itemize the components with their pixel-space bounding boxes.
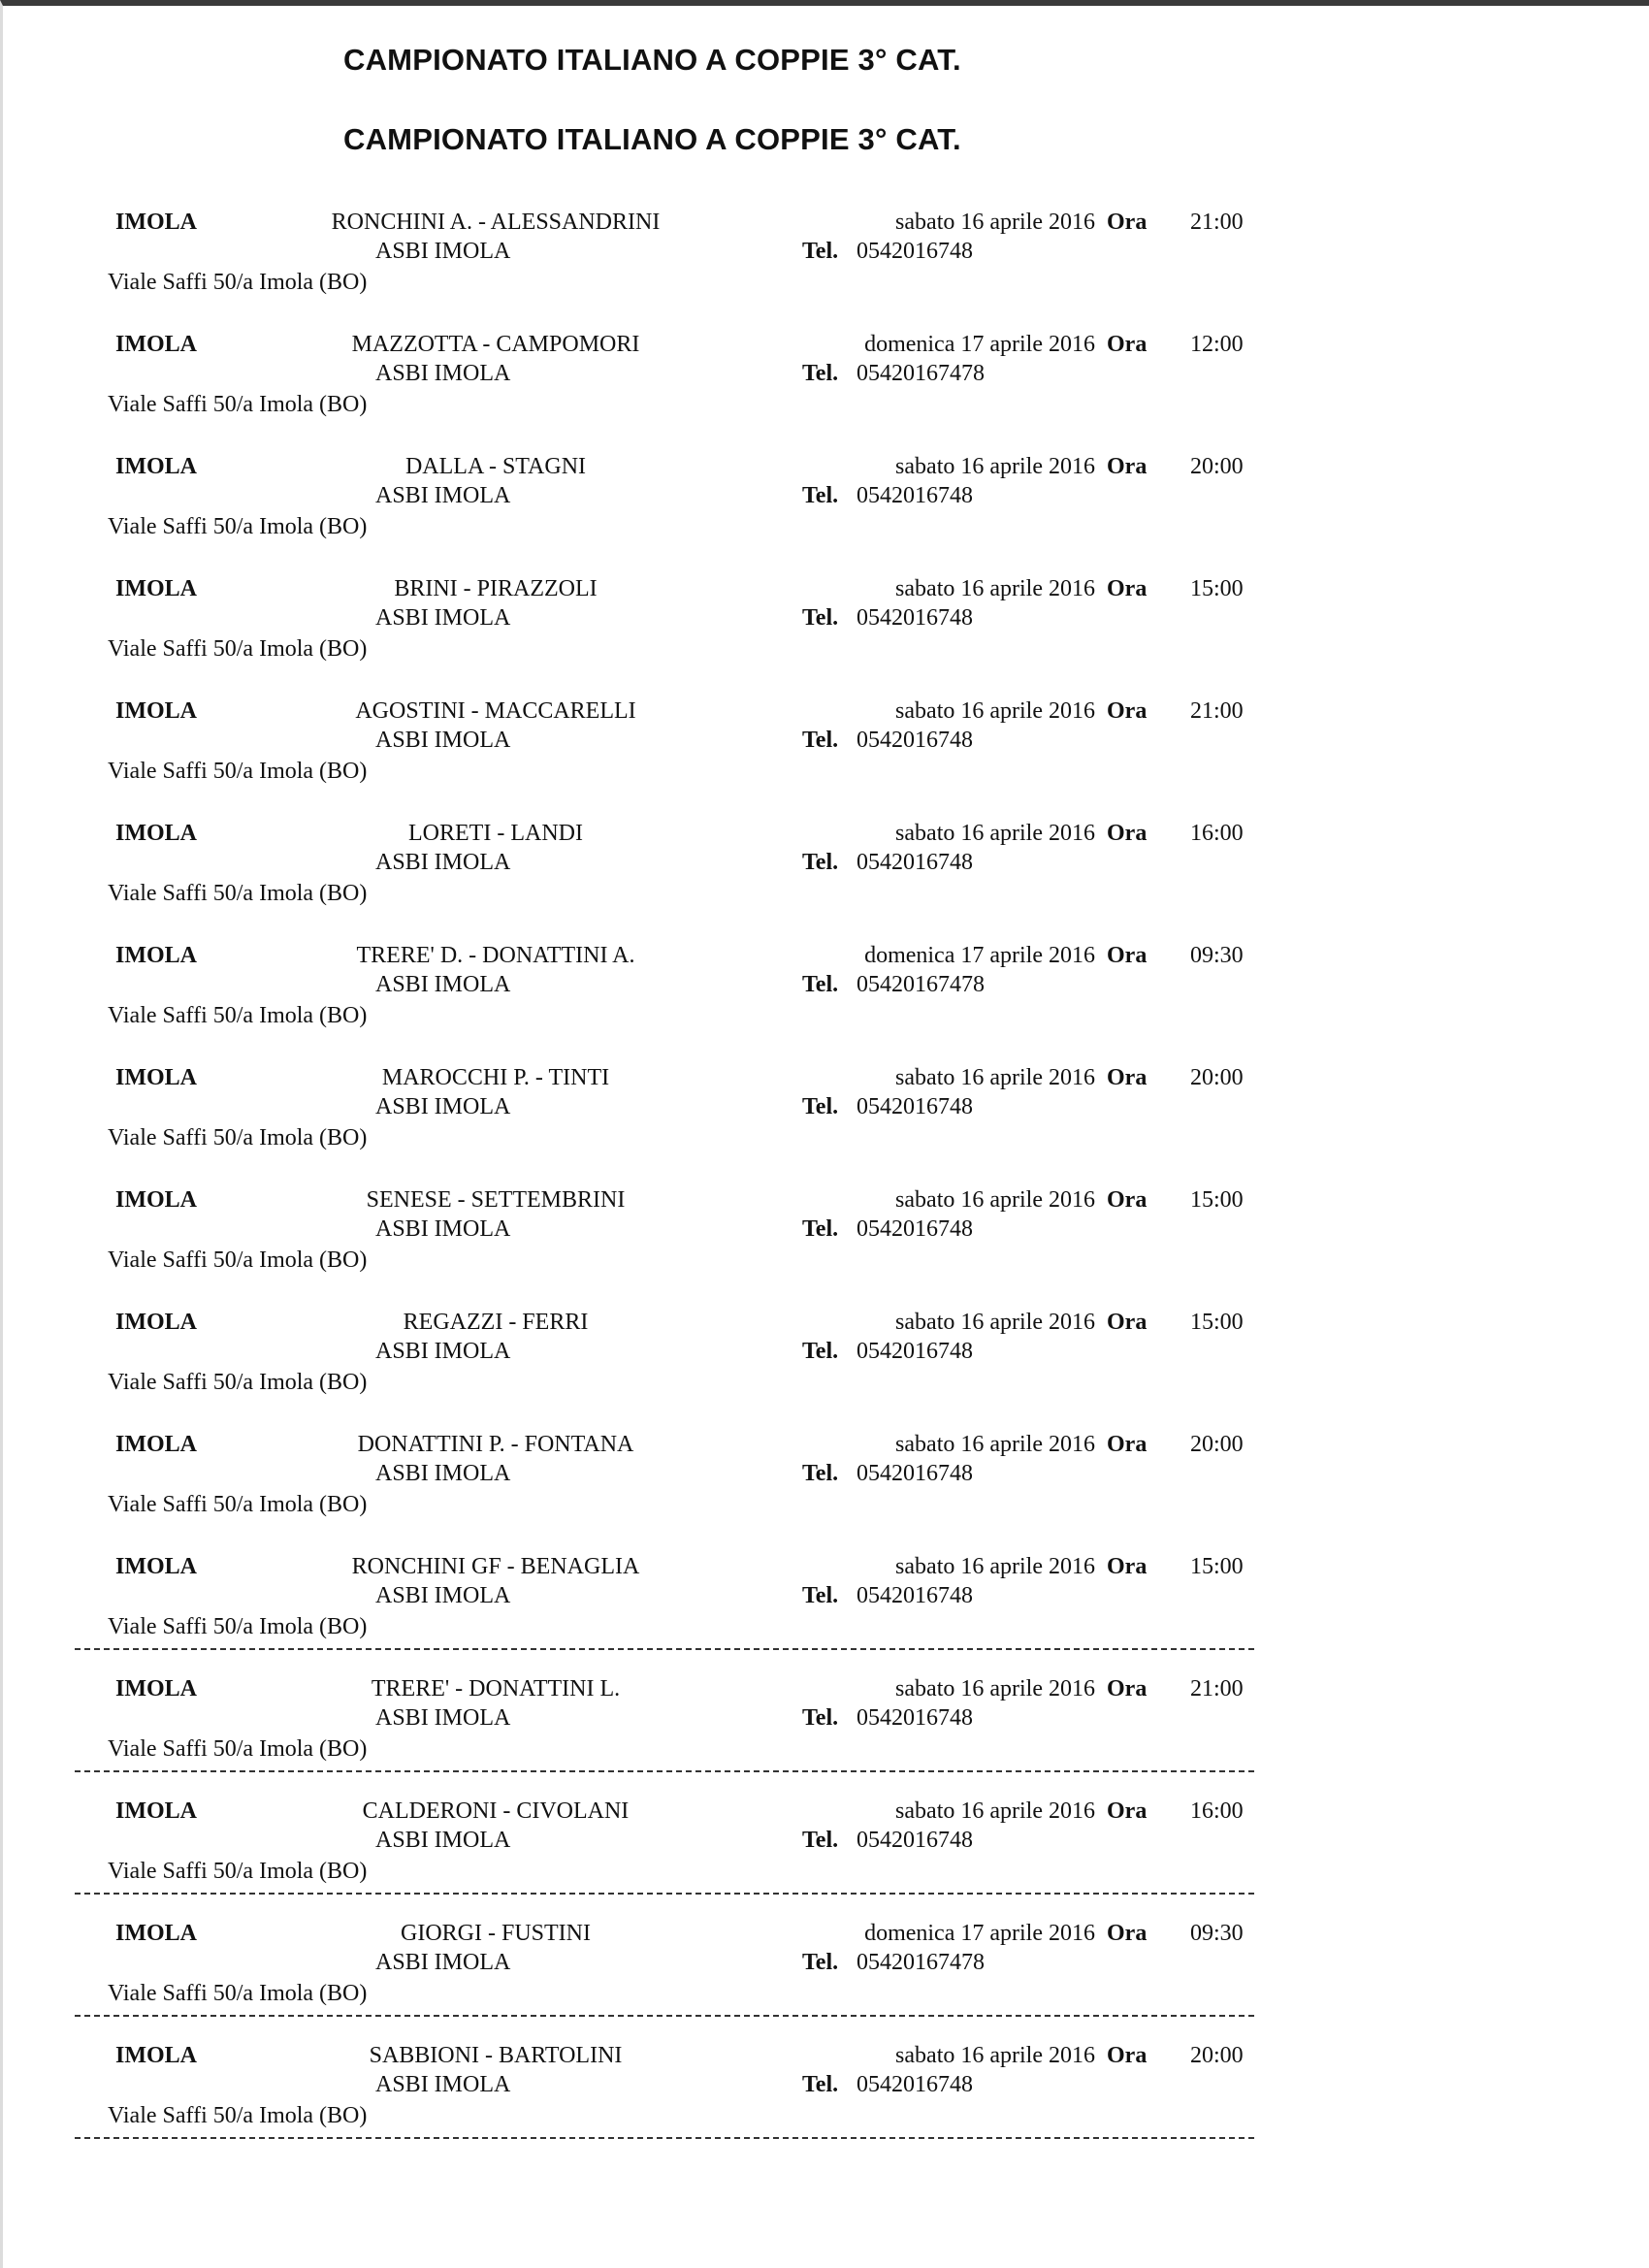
match-entry xyxy=(3,330,1649,452)
club-name: ASBI IMOLA xyxy=(375,361,511,386)
match-entry xyxy=(3,1308,1649,1430)
venue-address: Viale Saffi 50/a Imola (BO) xyxy=(108,1492,368,1517)
ora-label: Ora xyxy=(1107,454,1148,479)
tel-label: Tel. xyxy=(802,850,839,875)
match-date: domenica 17 aprile 2016 xyxy=(864,332,1095,357)
tel-label: Tel. xyxy=(802,1094,839,1119)
match-entry xyxy=(3,1063,1649,1185)
match-entry xyxy=(3,1674,1649,1797)
match-time: 21:00 xyxy=(1190,1676,1244,1701)
match-date: domenica 17 aprile 2016 xyxy=(864,943,1095,968)
tel-label: Tel. xyxy=(802,1216,839,1242)
match-time: 21:00 xyxy=(1190,698,1244,724)
pair-names: AGOSTINI - MACCARELLI xyxy=(355,698,636,724)
tel-label: Tel. xyxy=(802,239,839,264)
match-entry xyxy=(3,1919,1649,2041)
dashed-divider xyxy=(75,1770,1254,1772)
match-time: 15:00 xyxy=(1190,1554,1244,1579)
phone-number: 0542016748 xyxy=(857,239,973,264)
match-entry xyxy=(3,2041,1649,2163)
phone-number: 0542016748 xyxy=(857,728,973,753)
ora-label: Ora xyxy=(1107,1310,1148,1335)
club-name: ASBI IMOLA xyxy=(375,1828,511,1853)
ora-label: Ora xyxy=(1107,1554,1148,1579)
city-label: IMOLA xyxy=(115,821,197,846)
ora-label: Ora xyxy=(1107,210,1148,235)
tel-label: Tel. xyxy=(802,605,839,631)
match-date: sabato 16 aprile 2016 xyxy=(895,1310,1095,1335)
venue-address: Viale Saffi 50/a Imola (BO) xyxy=(108,1981,368,2006)
club-name: ASBI IMOLA xyxy=(375,850,511,875)
pair-names: CALDERONI - CIVOLANI xyxy=(362,1798,630,1824)
phone-number: 0542016748 xyxy=(857,483,973,508)
city-label: IMOLA xyxy=(115,1310,197,1335)
tel-label: Tel. xyxy=(802,1583,839,1608)
ora-label: Ora xyxy=(1107,1065,1148,1090)
club-name: ASBI IMOLA xyxy=(375,972,511,997)
ora-label: Ora xyxy=(1107,943,1148,968)
tel-label: Tel. xyxy=(802,1339,839,1364)
club-name: ASBI IMOLA xyxy=(375,483,511,508)
tel-label: Tel. xyxy=(802,1950,839,1975)
match-date: sabato 16 aprile 2016 xyxy=(895,1065,1095,1090)
match-time: 12:00 xyxy=(1190,332,1244,357)
match-date: sabato 16 aprile 2016 xyxy=(895,821,1095,846)
city-label: IMOLA xyxy=(115,210,197,235)
pair-names: BRINI - PIRAZZOLI xyxy=(394,576,598,601)
dashed-divider xyxy=(75,2015,1254,2017)
ora-label: Ora xyxy=(1107,1921,1148,1946)
ora-label: Ora xyxy=(1107,698,1148,724)
club-name: ASBI IMOLA xyxy=(375,1583,511,1608)
tel-label: Tel. xyxy=(802,1705,839,1731)
match-time: 16:00 xyxy=(1190,821,1244,846)
city-label: IMOLA xyxy=(115,1065,197,1090)
match-time: 15:00 xyxy=(1190,1310,1244,1335)
match-date: domenica 17 aprile 2016 xyxy=(864,1921,1095,1946)
match-time: 16:00 xyxy=(1190,1798,1244,1824)
phone-number: 0542016748 xyxy=(857,1461,973,1486)
phone-number: 0542016748 xyxy=(857,2072,973,2097)
city-label: IMOLA xyxy=(115,454,197,479)
ora-label: Ora xyxy=(1107,1432,1148,1457)
match-time: 20:00 xyxy=(1190,1432,1244,1457)
match-entry xyxy=(3,1185,1649,1308)
match-date: sabato 16 aprile 2016 xyxy=(895,576,1095,601)
match-date: sabato 16 aprile 2016 xyxy=(895,454,1095,479)
match-time: 20:00 xyxy=(1190,2043,1244,2068)
city-label: IMOLA xyxy=(115,1676,197,1701)
phone-number: 0542016748 xyxy=(857,1828,973,1853)
venue-address: Viale Saffi 50/a Imola (BO) xyxy=(108,1003,368,1028)
phone-number: 0542016748 xyxy=(857,605,973,631)
tel-label: Tel. xyxy=(802,483,839,508)
ora-label: Ora xyxy=(1107,1798,1148,1824)
phone-number: 0542016748 xyxy=(857,1583,973,1608)
club-name: ASBI IMOLA xyxy=(375,605,511,631)
pair-names: RONCHINI GF - BENAGLIA xyxy=(351,1554,640,1579)
club-name: ASBI IMOLA xyxy=(375,1950,511,1975)
match-date: sabato 16 aprile 2016 xyxy=(895,1187,1095,1213)
club-name: ASBI IMOLA xyxy=(375,1094,511,1119)
city-label: IMOLA xyxy=(115,1432,197,1457)
pair-names: LORETI - LANDI xyxy=(408,821,583,846)
match-date: sabato 16 aprile 2016 xyxy=(895,210,1095,235)
match-entry xyxy=(3,208,1649,330)
pair-names: RONCHINI A. - ALESSANDRINI xyxy=(331,210,661,235)
match-time: 09:30 xyxy=(1190,943,1244,968)
venue-address: Viale Saffi 50/a Imola (BO) xyxy=(108,2103,368,2128)
match-entry xyxy=(3,452,1649,574)
city-label: IMOLA xyxy=(115,576,197,601)
match-date: sabato 16 aprile 2016 xyxy=(895,1676,1095,1701)
tel-label: Tel. xyxy=(802,728,839,753)
phone-number: 0542016748 xyxy=(857,1705,973,1731)
club-name: ASBI IMOLA xyxy=(375,1461,511,1486)
pair-names: REGAZZI - FERRI xyxy=(403,1310,589,1335)
match-date: sabato 16 aprile 2016 xyxy=(895,1432,1095,1457)
venue-address: Viale Saffi 50/a Imola (BO) xyxy=(108,1614,368,1639)
phone-number: 0542016748 xyxy=(857,1094,973,1119)
city-label: IMOLA xyxy=(115,2043,197,2068)
match-time: 21:00 xyxy=(1190,210,1244,235)
ora-label: Ora xyxy=(1107,1676,1148,1701)
venue-address: Viale Saffi 50/a Imola (BO) xyxy=(108,759,368,784)
club-name: ASBI IMOLA xyxy=(375,1339,511,1364)
club-name: ASBI IMOLA xyxy=(375,1216,511,1242)
pair-names: TRERE' - DONATTINI L. xyxy=(371,1676,621,1701)
match-time: 15:00 xyxy=(1190,576,1244,601)
match-entry xyxy=(3,697,1649,819)
dashed-divider xyxy=(75,1893,1254,1895)
venue-address: Viale Saffi 50/a Imola (BO) xyxy=(108,392,368,417)
match-time: 20:00 xyxy=(1190,454,1244,479)
venue-address: Viale Saffi 50/a Imola (BO) xyxy=(108,1859,368,1884)
pair-names: SABBIONI - BARTOLINI xyxy=(369,2043,623,2068)
club-name: ASBI IMOLA xyxy=(375,728,511,753)
venue-address: Viale Saffi 50/a Imola (BO) xyxy=(108,1736,368,1762)
phone-number: 0542016748 xyxy=(857,1339,973,1364)
city-label: IMOLA xyxy=(115,943,197,968)
city-label: IMOLA xyxy=(115,1554,197,1579)
match-time: 15:00 xyxy=(1190,1187,1244,1213)
phone-number: 0542016748 xyxy=(857,850,973,875)
club-name: ASBI IMOLA xyxy=(375,239,511,264)
document-subtitle: CAMPIONATO ITALIANO A COPPIE 3° CAT. xyxy=(343,122,961,156)
tel-label: Tel. xyxy=(802,1828,839,1853)
venue-address: Viale Saffi 50/a Imola (BO) xyxy=(108,1125,368,1150)
match-date: sabato 16 aprile 2016 xyxy=(895,698,1095,724)
match-time: 20:00 xyxy=(1190,1065,1244,1090)
match-entry xyxy=(3,1797,1649,1919)
venue-address: Viale Saffi 50/a Imola (BO) xyxy=(108,1370,368,1395)
pair-names: SENESE - SETTEMBRINI xyxy=(366,1187,626,1213)
tel-label: Tel. xyxy=(802,2072,839,2097)
match-entry xyxy=(3,941,1649,1063)
match-time: 09:30 xyxy=(1190,1921,1244,1946)
match-date: sabato 16 aprile 2016 xyxy=(895,1554,1095,1579)
city-label: IMOLA xyxy=(115,698,197,724)
dashed-divider xyxy=(75,1648,1254,1650)
city-label: IMOLA xyxy=(115,332,197,357)
document-title: CAMPIONATO ITALIANO A COPPIE 3° CAT. xyxy=(343,43,961,77)
pair-names: TRERE' D. - DONATTINI A. xyxy=(356,943,635,968)
ora-label: Ora xyxy=(1107,576,1148,601)
phone-number: 05420167478 xyxy=(857,361,985,386)
city-label: IMOLA xyxy=(115,1921,197,1946)
match-date: sabato 16 aprile 2016 xyxy=(895,1798,1095,1824)
phone-number: 0542016748 xyxy=(857,1216,973,1242)
match-entry xyxy=(3,1552,1649,1674)
pair-names: MAZZOTTA - CAMPOMORI xyxy=(351,332,640,357)
pair-names: DALLA - STAGNI xyxy=(404,454,587,479)
pair-names: MAROCCHI P. - TINTI xyxy=(381,1065,610,1090)
ora-label: Ora xyxy=(1107,821,1148,846)
ora-label: Ora xyxy=(1107,332,1148,357)
venue-address: Viale Saffi 50/a Imola (BO) xyxy=(108,514,368,539)
ora-label: Ora xyxy=(1107,2043,1148,2068)
city-label: IMOLA xyxy=(115,1798,197,1824)
venue-address: Viale Saffi 50/a Imola (BO) xyxy=(108,636,368,662)
venue-address: Viale Saffi 50/a Imola (BO) xyxy=(108,1247,368,1273)
match-entry xyxy=(3,1430,1649,1552)
tel-label: Tel. xyxy=(802,1461,839,1486)
venue-address: Viale Saffi 50/a Imola (BO) xyxy=(108,270,368,295)
club-name: ASBI IMOLA xyxy=(375,2072,511,2097)
pair-names: GIORGI - FUSTINI xyxy=(401,1921,591,1946)
match-entry xyxy=(3,574,1649,697)
match-entry xyxy=(3,819,1649,941)
tel-label: Tel. xyxy=(802,972,839,997)
dashed-divider xyxy=(75,2137,1254,2139)
ora-label: Ora xyxy=(1107,1187,1148,1213)
venue-address: Viale Saffi 50/a Imola (BO) xyxy=(108,881,368,906)
club-name: ASBI IMOLA xyxy=(375,1705,511,1731)
match-date: sabato 16 aprile 2016 xyxy=(895,2043,1095,2068)
phone-number: 05420167478 xyxy=(857,1950,985,1975)
phone-number: 05420167478 xyxy=(857,972,985,997)
city-label: IMOLA xyxy=(115,1187,197,1213)
tel-label: Tel. xyxy=(802,361,839,386)
pair-names: DONATTINI P. - FONTANA xyxy=(357,1432,634,1457)
